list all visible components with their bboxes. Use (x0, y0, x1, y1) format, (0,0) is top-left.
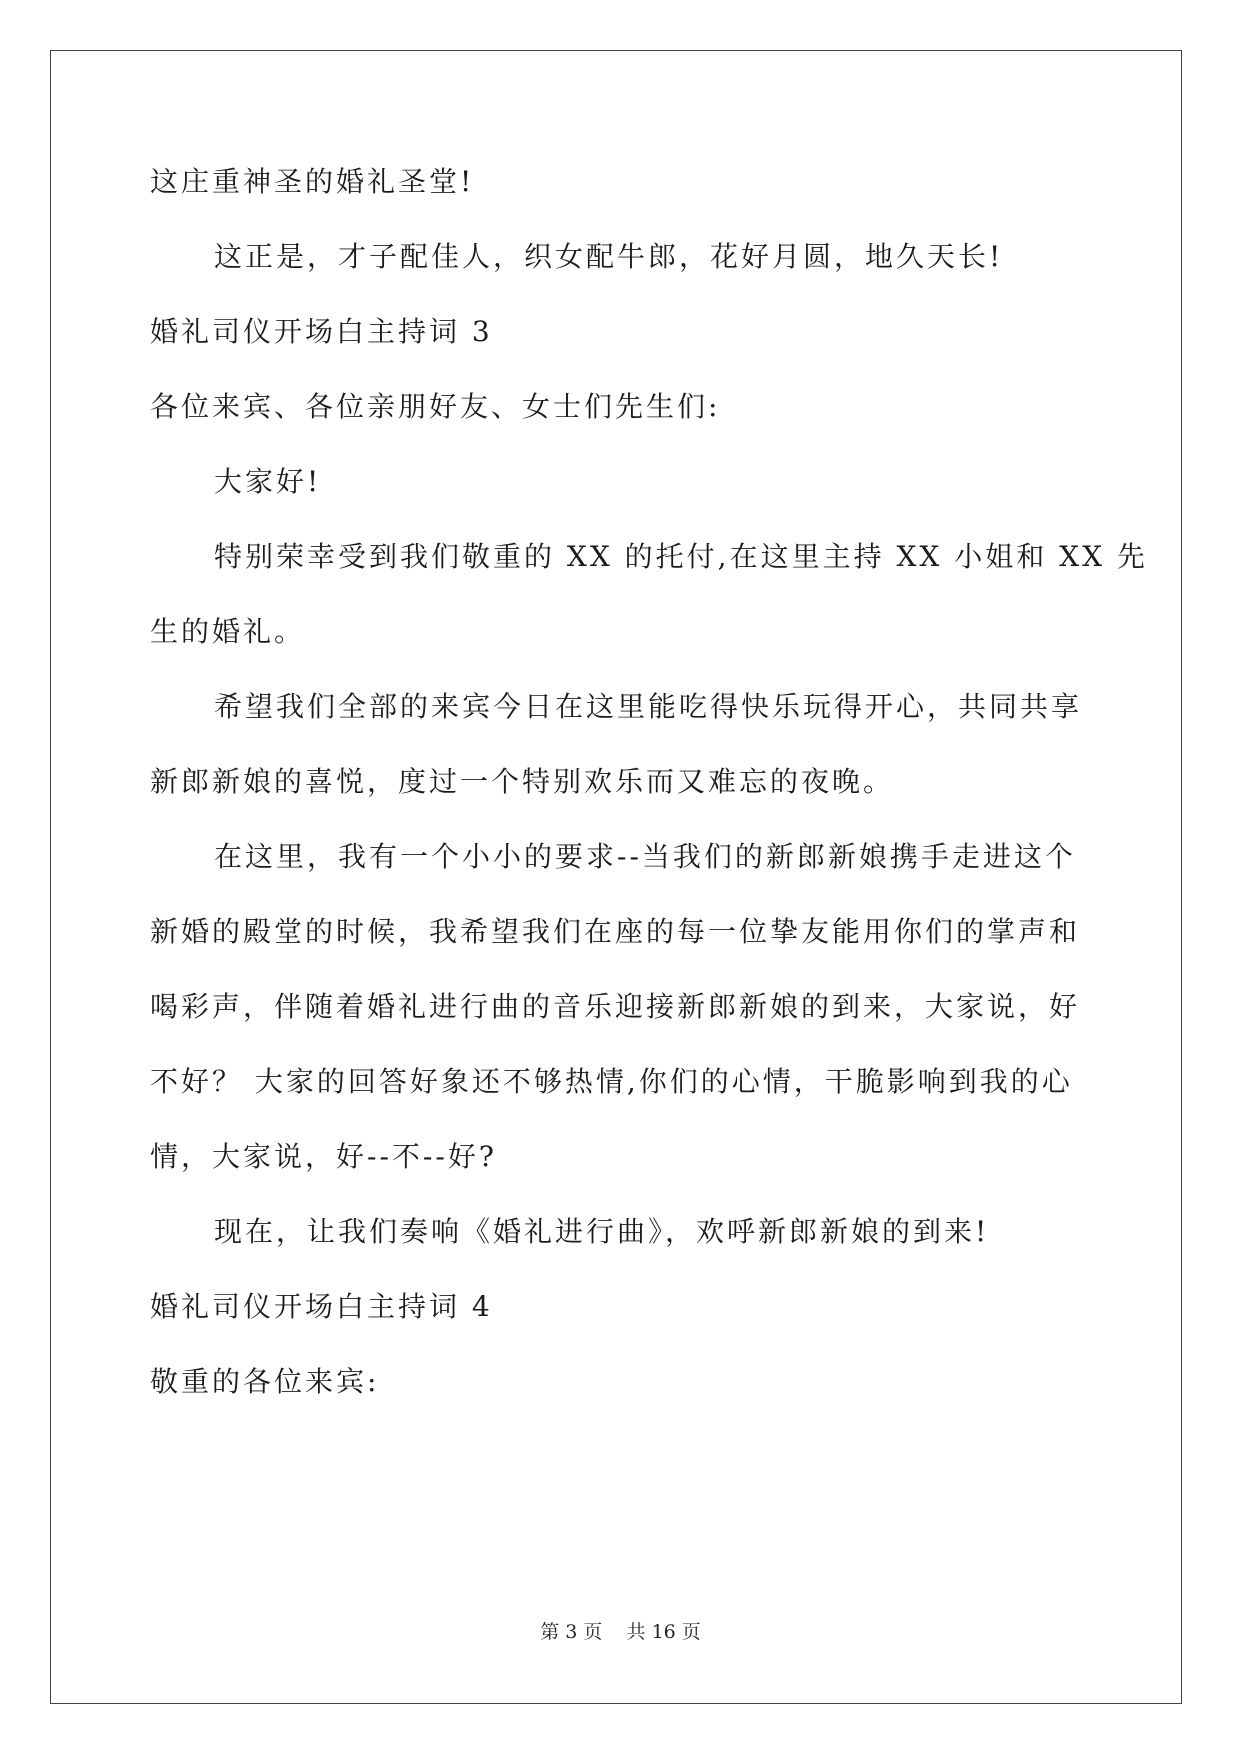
paragraph (150, 530, 1148, 659)
page-number-footer: 第 3 页 共 16 页 (540, 1621, 701, 1643)
paragraph-line: 喝彩声，伴随着婚礼进行曲的音乐迎接新郎新娘的到来，大家说，好 (150, 990, 1081, 1023)
paragraph (150, 830, 1085, 1184)
text-line: 现在，让我们奏响《婚礼进行曲》，欢呼新郎新娘的到来! (214, 1215, 990, 1248)
salutation: 敬重的各位来宾: (150, 1365, 380, 1398)
text-line: 这庄重神圣的婚礼圣堂! (150, 165, 475, 198)
paragraph-line: 新郎新娘的喜悦，度过一个特别欢乐而又难忘的夜晚。 (150, 765, 895, 798)
paragraph-line: 情，大家说，好--不--好? (150, 1140, 497, 1173)
paragraph-line: 生的婚礼。 (150, 615, 306, 648)
document-body (150, 155, 1148, 1430)
section-heading: 婚礼司仪开场白主持词 4 (150, 1290, 493, 1323)
paragraph-line: 在这里，我有一个小小的要求--当我们的新郎新娘携手走进这个 (214, 840, 1076, 873)
text-line: 这正是，才子配佳人，织女配牛郎，花好月圆，地久天长! (214, 240, 1004, 273)
salutation: 各位来宾、各位亲朋好友、女士们先生们: (150, 390, 721, 423)
paragraph-line: 不好？ 大家的回答好象还不够热情,你们的心情，干脆影响到我的心 (150, 1065, 1073, 1098)
greeting: 大家好! (214, 465, 322, 498)
paragraph-line: 希望我们全部的来宾今日在这里能吃得快乐玩得开心，共同共享 (214, 690, 1083, 723)
paragraph-line: 特别荣幸受到我们敬重的 XX 的托付,在这里主持 XX 小姐和 XX 先 (214, 540, 1148, 573)
paragraph-line: 新婚的殿堂的时候，我希望我们在座的每一位挚友能用你们的掌声和 (150, 915, 1081, 948)
section-heading: 婚礼司仪开场白主持词 3 (150, 315, 493, 348)
paragraph (150, 680, 1085, 809)
